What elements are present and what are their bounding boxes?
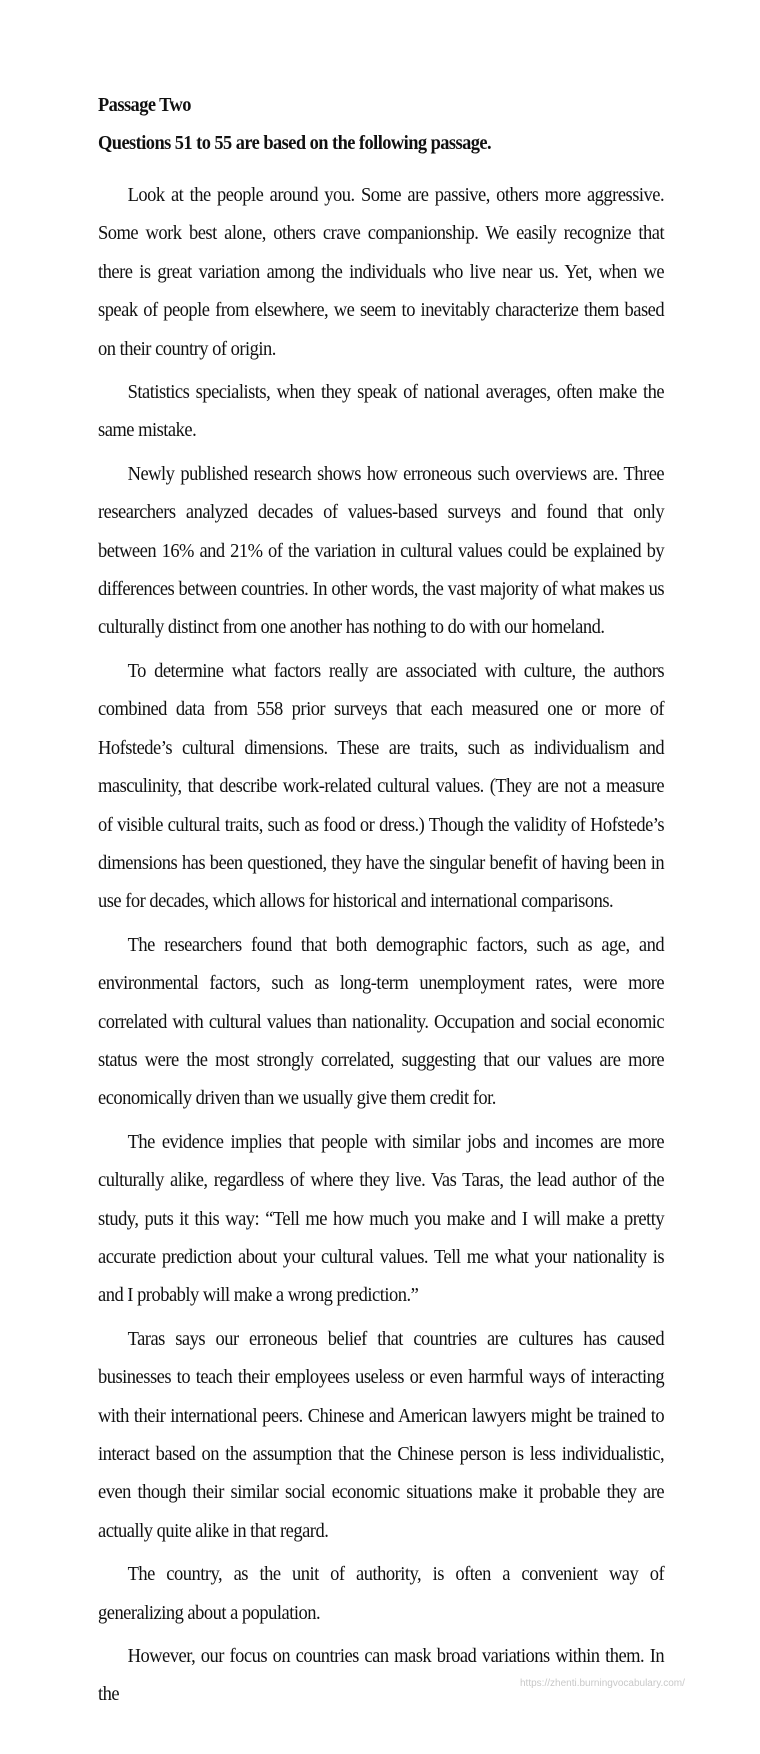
source-watermark-url: https://zhenti.burningvocabulary.com/ — [520, 1678, 685, 1689]
passage-paragraph-8: The country, as the unit of authority, is often a convenient way of generalizing about a population. — [98, 1563, 665, 1624]
document-page — [98, 92, 664, 1719]
section-title: Passage Two — [98, 94, 191, 116]
passage-paragraph-1: Look at the people around you. Some are passive, others more aggressive. Some work best alone, others crave companionship. We easily recognize that there is great variation among the individuals who live near us. Yet, when we speak of people from elsewhere, we seem to inevitably characterize them based on their country of origin. — [98, 184, 665, 360]
passage-paragraph-3: Newly published research shows how erroneous such overviews are. Three researchers analyzed decades of values-based surveys and found that only between 16% and 21% of the variation in cultural values could be explained by differences between countries. In other words, the vast majority of what makes us culturally distinct from one another has nothing to do with our homeland. — [98, 462, 665, 639]
passage-paragraph-5: The researchers found that both demographic factors, such as age, and environmental factors, such as long-term unemployment rates, were more correlated with cultural values than nationality. Occupation and social economic status were the most strongly correlated, suggesting that our values are more economically driven than we usually give them credit for. — [98, 933, 665, 1110]
passage-paragraph-9: However, our focus on countries can mask broad variations within them. In the — [98, 1645, 665, 1706]
passage-paragraph-7: Taras says our erroneous belief that countries are cultures has caused businesses to teach their employees useless or even harmful ways of interacting with their international peers. Chinese and American lawyers might be trained to interact based on the assumption that the Chinese person is less individualistic, even though their similar social economic situations make it probable they are actually quite alike in that regard. — [98, 1327, 665, 1542]
passage-paragraph-6: The evidence implies that people with similar jobs and incomes are more culturally alike, regardless of where they live. Vas Taras, the lead author of the study, puts it this way: “Tell me how much you make and I will make a pretty accurate prediction about your cultural values. Tell me what your nationality is and I probably will make a wrong prediction.” — [98, 1130, 665, 1307]
question-instructions: Questions 51 to 55 are based on the following passage. — [98, 132, 492, 154]
passage-paragraph-2: Statistics specialists, when they speak of national averages, often make the same mistake. — [98, 381, 665, 442]
passage-paragraph-4: To determine what factors really are associated with culture, the authors combined data from 558 prior surveys that each measured one or more of Hofstede’s cultural dimensions. These are traits, such as individualism and masculinity, that describe work-related cultural values. (They are not a measure of visible cultural traits, such as food or dress.) Though the validity of Hofstede’s dimensions has been questioned, they have the singular benefit of having been in use for decades, which allows for historical and international comparisons. — [98, 659, 665, 913]
